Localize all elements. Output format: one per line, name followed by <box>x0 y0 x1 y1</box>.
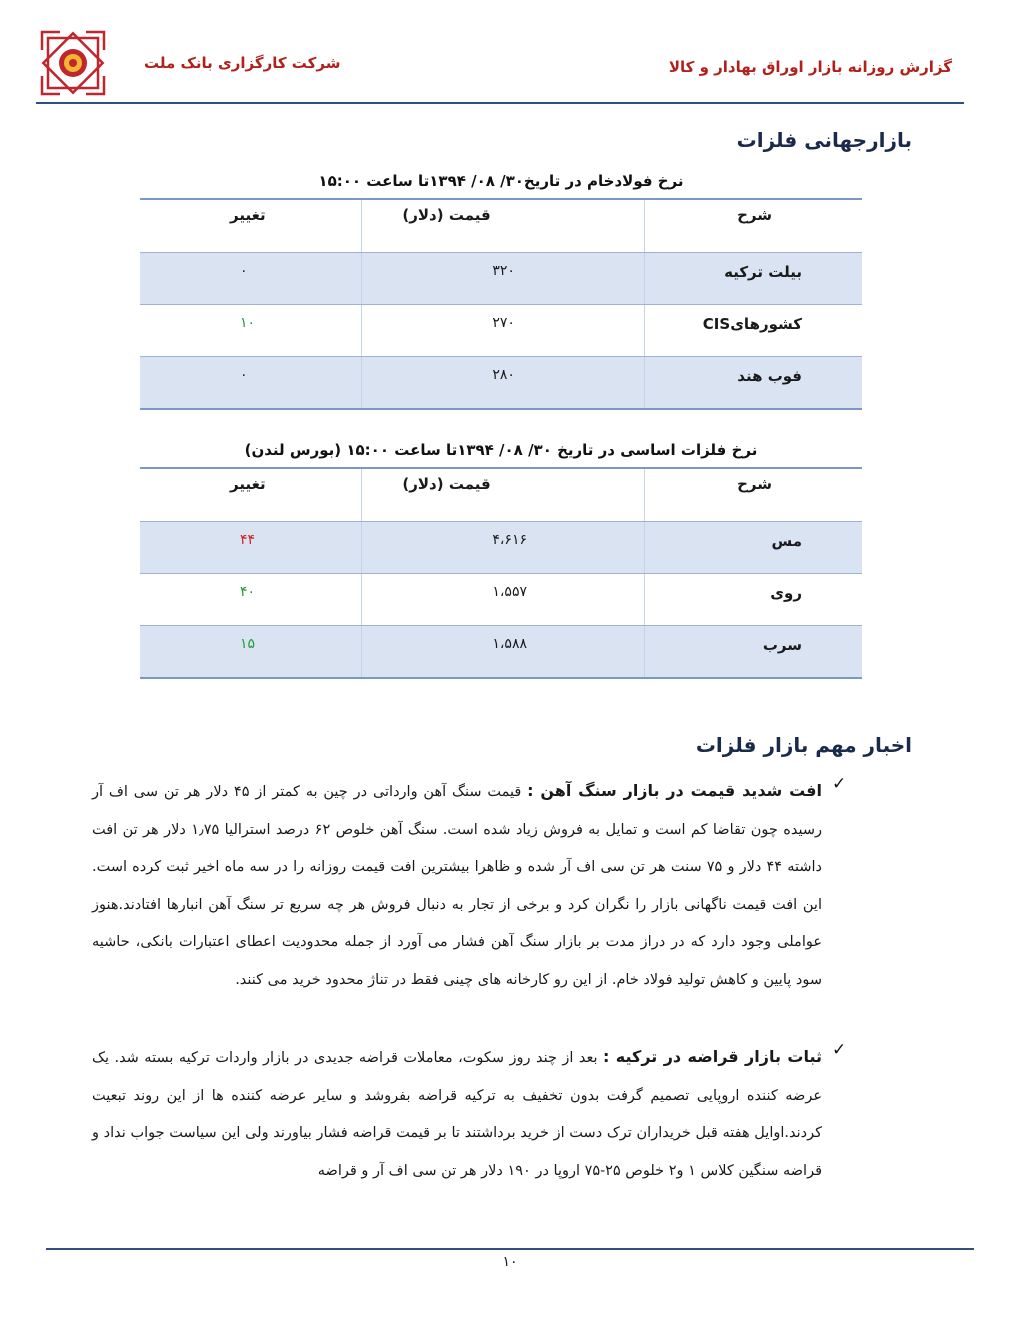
steel-price-table <box>140 198 862 410</box>
row-desc: مس <box>771 532 802 550</box>
page-number: ۱۰ <box>502 1254 518 1270</box>
header-price: قیمت (دلار) <box>361 469 644 521</box>
news-body: قیمت سنگ آهن وارداتی در چین به کمتر از ۴۵ دلار هر تن سی اف آر رسیده چون تقاضا کم است و تمایل به فروش زیاد شده است. سنگ آهن خلوص ۶۲ درصد استرالیا ۱٫۷۵ دلار هر تن افت داشته ۴۴ دلار و ۷۵ سنت هر تن سی اف آر شده و ظاهرا بیشترین افت قیمت روزانه را در سه ماه اخیر ثبت کرده است. این افت قیمت ناگهانی بازار را نگران کرد و برخی از تجار به دنبال فروش هر چه سریع تر سنگ آهن انبارها افتادند.هنوز عواملی وجود دارد که در دراز مدت بر بازار سنگ آهن فشار می آورد از جمله محدودیت اعطای اعتبارات بانکی، حاشیه سود پایین و کاهش تولید فولاد خام. از این رو کارخانه های چینی فقط در تناژ محدود خرید می کنند. <box>92 784 822 988</box>
news-item-iron-ore <box>92 772 822 1000</box>
base-metals-price-table <box>140 467 862 679</box>
news-lead: افت شدید قیمت در بازار سنگ آهن : <box>527 781 823 800</box>
table-row <box>140 357 862 408</box>
checkmark-icon: ✓ <box>832 1040 847 1060</box>
news-lead: ثبات بازار قراضه در ترکیه : <box>602 1047 822 1066</box>
table-row <box>140 626 862 677</box>
row-change: ۴۰ <box>240 584 256 600</box>
header-change: تغییر <box>230 206 266 224</box>
header-price: قیمت (دلار) <box>361 200 644 252</box>
row-price: ۳۲۰ <box>361 253 644 304</box>
base-metals-table-caption: نرخ فلزات اساسی در تاریخ ۳۰/ ۰۸/ ۱۳۹۴تا ساعت ۱۵:۰۰ (بورس لندن) <box>244 441 758 459</box>
table-row <box>140 305 862 357</box>
steel-table-caption: نرخ فولادخام در تاریخ۳۰/ ۰۸/ ۱۳۹۴تا ساعت ۱۵:۰۰ <box>318 172 684 190</box>
row-desc: روی <box>770 584 802 602</box>
row-price: ۱،۵۵۷ <box>361 574 644 625</box>
table-row <box>140 253 862 305</box>
section-title-global-metals: بازارجهانی فلزات <box>736 128 912 152</box>
section-title-metals-news: اخبار مهم بازار فلزات <box>695 733 912 757</box>
news-item-scrap-turkey <box>92 1038 822 1190</box>
header-desc: شرح <box>737 206 772 224</box>
row-change: ۴۴ <box>240 532 256 548</box>
row-price: ۲۸۰ <box>361 357 644 408</box>
table-row <box>140 522 862 574</box>
row-change: ۰ <box>240 263 248 279</box>
company-name: شرکت کارگزاری بانک ملت <box>144 54 341 72</box>
report-title: گزارش روزانه بازار اوراق بهادار و کالا <box>668 58 952 76</box>
row-change: ۱۰ <box>240 315 256 331</box>
row-price: ۲۷۰ <box>361 305 644 356</box>
row-desc: کشورهایCIS <box>702 315 802 333</box>
row-desc: فوب هند <box>737 367 802 385</box>
page-header <box>36 28 964 104</box>
header-change: تغییر <box>230 475 266 493</box>
row-change: ۱۵ <box>240 636 256 652</box>
checkmark-icon: ✓ <box>832 774 847 794</box>
bank-logo-icon <box>38 28 108 98</box>
header-desc: شرح <box>737 475 772 493</box>
news-body: بعد از چند روز سکوت، معاملات قراضه جدیدی در بازار واردات ترکیه بسته شد. یک عرضه کننده اروپایی تصمیم گرفت بدون تخفیف به ترکیه قراضه بفروشد و سایر عرضه کننده ها از این روند تبعیت کردند.اوایل هفته قبل خریداران ترک دست از خرید برداشتند تا بر قیمت قراضه فشار بیاورند ولی این سیاست جواب نداد و قراضه سنگین کلاس ۱ و۲ خلوص ۲۵-۷۵ اروپا در ۱۹۰ دلار هر تن سی اف آر و قراضه <box>92 1050 822 1179</box>
table-header-row <box>140 469 862 522</box>
footer-divider <box>46 1248 974 1250</box>
table-header-row <box>140 200 862 253</box>
header-divider <box>36 102 964 104</box>
row-desc: سرب <box>762 636 802 654</box>
table-row <box>140 574 862 626</box>
row-price: ۱،۵۸۸ <box>361 626 644 677</box>
row-desc: بیلت ترکیه <box>724 263 802 281</box>
row-change: ۰ <box>240 367 248 383</box>
row-price: ۴،۶۱۶ <box>361 522 644 573</box>
